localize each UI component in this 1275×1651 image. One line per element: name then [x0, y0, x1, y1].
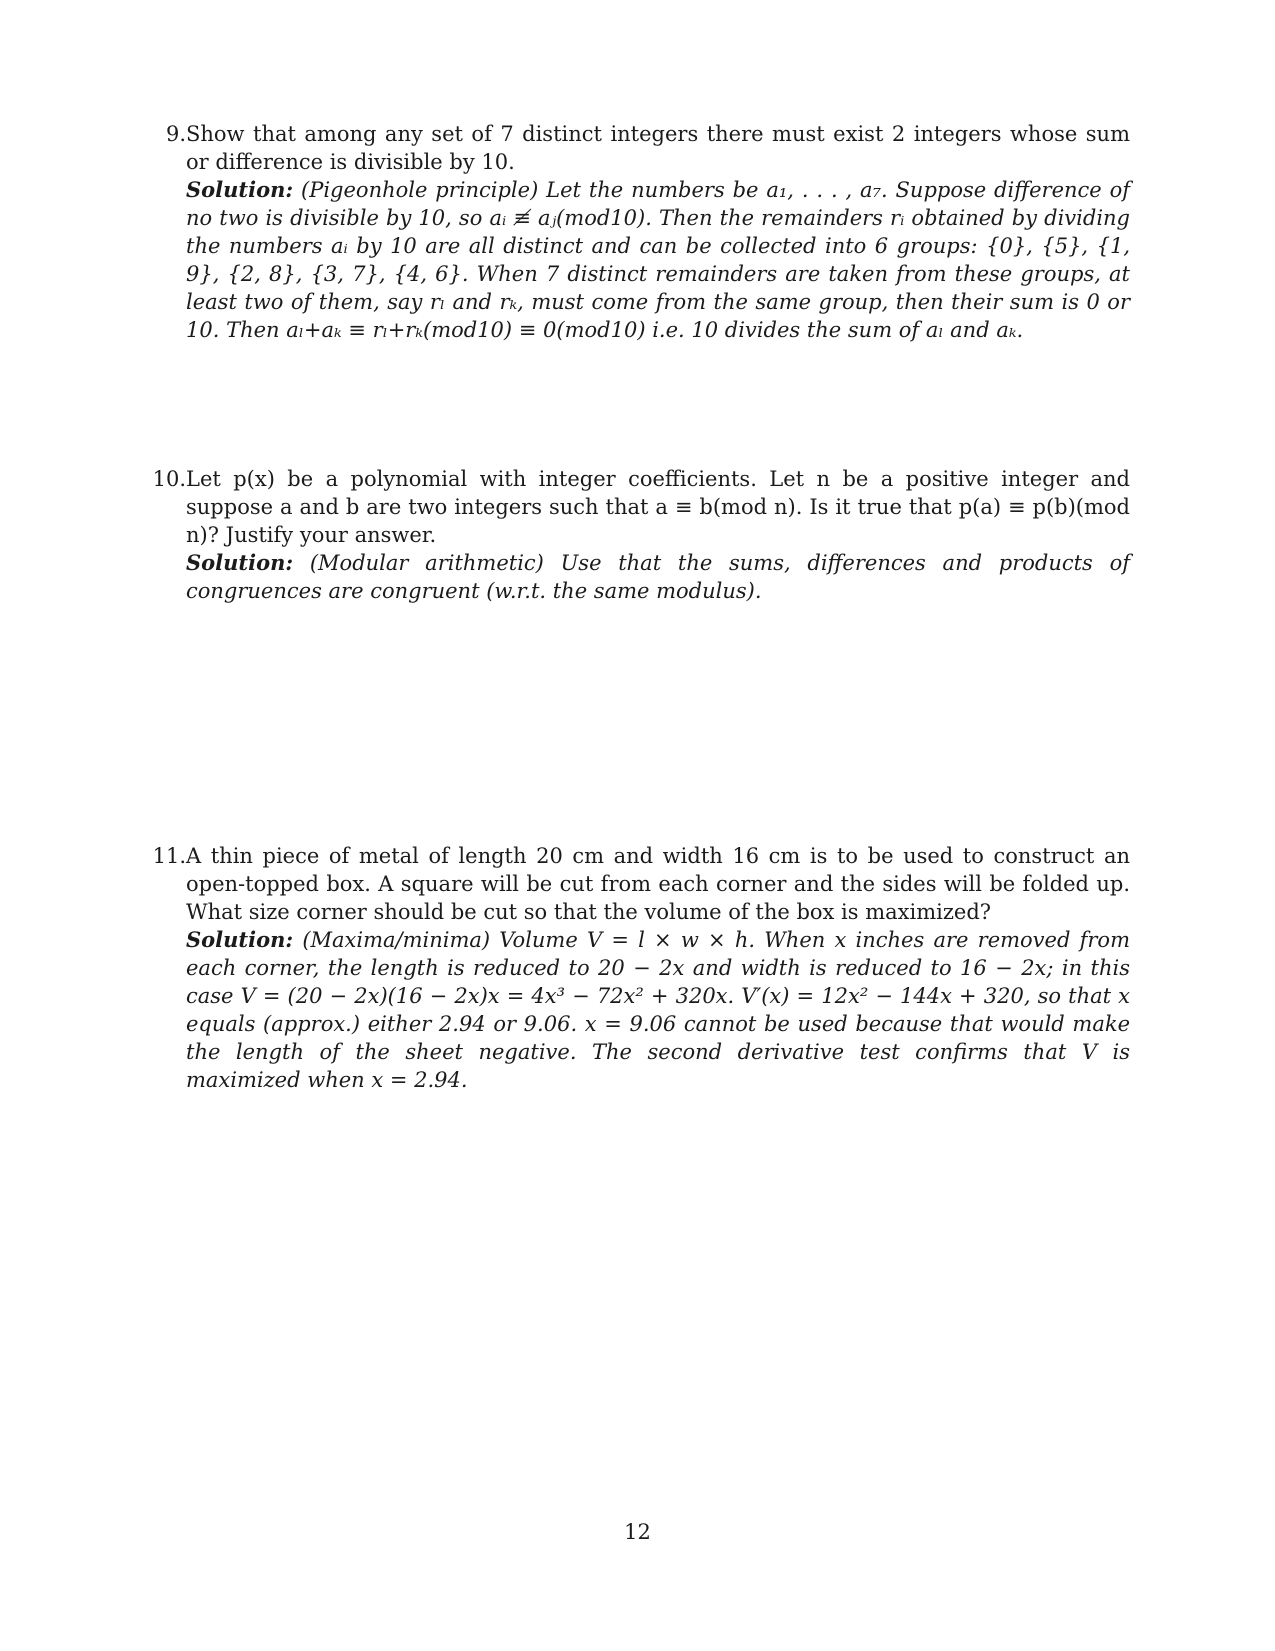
solution-label: Solution: — [186, 550, 294, 575]
solution-text: (Maxima/minima) Volume V = l × w × h. When x inches are removed from each corner, the length is reduced to 20 − 2x and width is reduced to 16 − 2x; in this case V = (20 − 2x)(16 − 2x)x = 4x³ − 72x² + 320x. V′(x) = 12x² − 144x + 320, so that x equals (approx.) either 2.94 or 9.06. x = 9.06 cannot be used because that would make the length of the sheet negative. The second derivative test confirms that V is maximized when x = 2.94. — [186, 928, 1130, 1092]
problem-10 — [150, 465, 1130, 605]
problem-number: 10. — [152, 467, 186, 491]
problem-solution — [186, 176, 1130, 344]
problem-question: Show that among any set of 7 distinct integers there must exist 2 integers whose sum or difference is divisible by 10. — [186, 122, 1130, 174]
problem-solution — [186, 926, 1130, 1094]
solution-text: (Pigeonhole principle) Let the numbers be a₁, . . . , a₇. Suppose difference of no two is divisible by 10, so aᵢ ≢ aⱼ(mod10). Then the remainders rᵢ obtained by dividing the numbers aᵢ by 10 are all distinct and can be collected into 6 groups: {0}, {5}, {1, 9}, {2, 8}, {3, 7}, {4, 6}. When 7 distinct remainders are taken from these groups, at least two of them, say rₗ and rₖ, must come from the same group, then their sum is 0 or 10. Then aₗ+aₖ ≡ rₗ+rₖ(mod10) ≡ 0(mod10) i.e. 10 divides the sum of aₗ and aₖ. — [186, 178, 1130, 342]
solution-label: Solution: — [186, 927, 294, 952]
page-number: 12 — [624, 1520, 651, 1544]
problem-number: 9. — [165, 122, 186, 146]
problem-question: A thin piece of metal of length 20 cm and width 16 cm is to be used to construct an open-topped box. A square will be cut from each corner and the sides will be folded up. What size corner should be cut so that the volume of the box is maximized? — [186, 844, 1130, 924]
problem-number: 11. — [152, 844, 186, 868]
problem-11 — [150, 842, 1130, 1094]
solution-text: (Modular arithmetic) Use that the sums, differences and products of congruences are congruent (w.r.t. the same modulus). — [186, 551, 1130, 603]
problem-question: Let p(x) be a polynomial with integer coefficients. Let n be a positive integer and suppose a and b are two integers such that a ≡ b(mod n). Is it true that p(a) ≡ p(b)(mod n)? Justify your answer. — [186, 467, 1130, 547]
problem-9 — [150, 120, 1130, 344]
solution-label: Solution: — [186, 177, 294, 202]
problem-solution — [186, 549, 1130, 605]
